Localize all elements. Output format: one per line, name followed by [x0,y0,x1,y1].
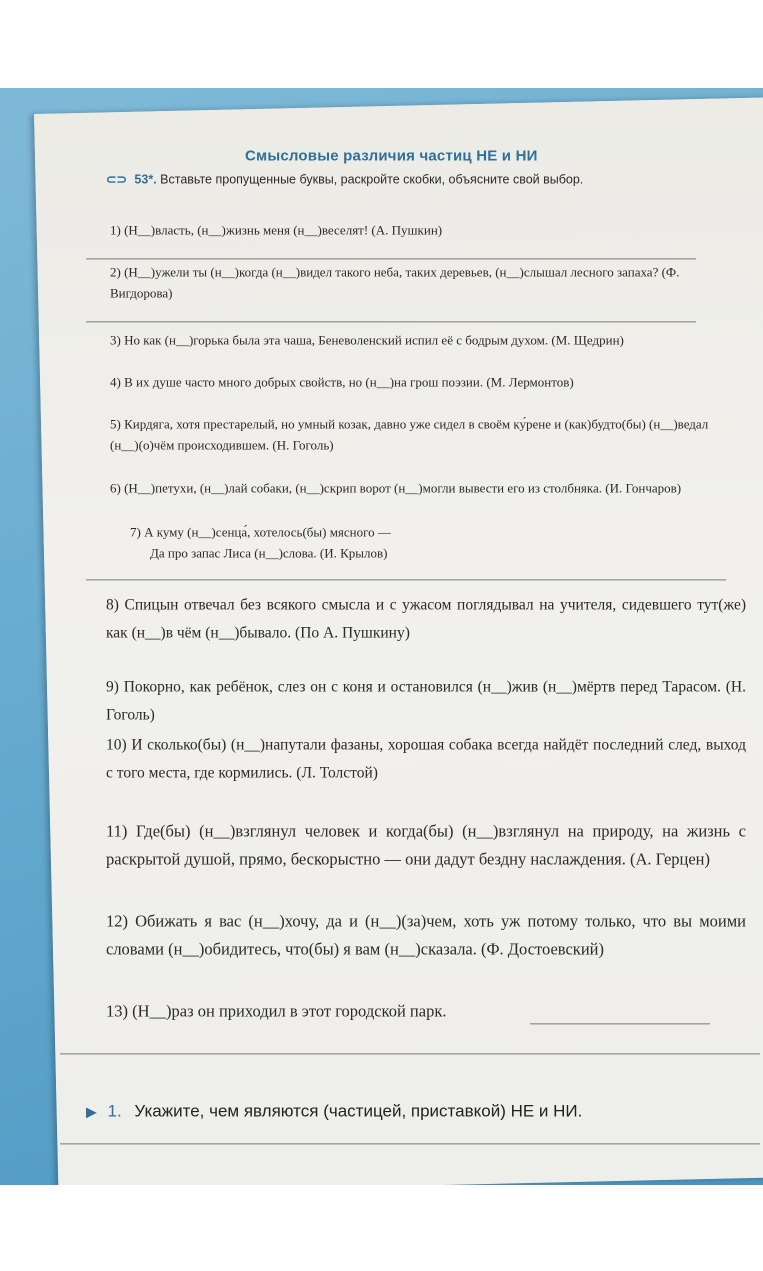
answer-line[interactable] [60,1143,760,1144]
task-mark-icon: ⊂⊃ [105,172,127,187]
task-instruction [106,171,716,188]
exercise-6: 6) (Н__)петухи, (н__)лай собаки, (н__)скрип ворот (н__)могли вывести его из столбняка. (И. Гончаров) [109,480,682,496]
answer-line[interactable] [86,579,726,580]
answer-line[interactable] [86,321,696,322]
question-text: Укажите, чем являются (частицей, приставкой) НЕ и НИ. [134,1101,583,1121]
exercise-1: 1) (Н__)власть, (н__)жизнь меня (н__)веселят! (А. Пушкин) [109,222,443,238]
exercise-9: 9) Покорно, как ребёнок, слез он с коня и остановился (н__)жив (н__)мёртв перед Тарасом. (Н. Гоголь) [105,678,746,724]
photo-frame [0,88,763,1185]
exercise-13: 13) (Н__)раз он приходил в этот городской парк. [105,1001,447,1021]
exercise-5: 5) Кирдяга, хотя престарелый, но умный козак, давно уже сидел в своём ку́рене и (как)будто(бы) (н__)ведал (н__)(о)чём происходившем. (Н. Гоголь) [109,416,709,453]
exercise-2: 2) (Н__)ужели ты (н__)когда (н__)видел такого неба, таких деревьев, (н__)слышал лесного запаха? (Ф. Вигдорова) [109,264,680,301]
exercise-10: 10) И сколько(бы) (н__)напутали фазаны, хорошая собака всегда найдёт последний след, выход с того места, где кормились. (Л. Толстой) [105,736,746,782]
exercise-11: 11) Где(бы) (н__)взглянул человек и когда(бы) (н__)взглянул на природу, на жизнь с раскрытой душой, прямо, бескорыстно — они дадут бездну наслаждения. (А. Герцен) [105,821,746,869]
exercise-8: 8) Спицын отвечал без всякого смысла и с ужасом поглядывал на учителя, сидевшего тут(же) как (н__)в чём (н__)бывало. (По А. Пушкину) [105,596,746,642]
workbook-page [34,97,763,1185]
exercise-12: 12) Обижать я вас (н__)хочу, да и (н__)(за)чем, хоть уж потому только, что вы моими словами (н__)обидитесь, что(бы) я вам (н__)сказала. (Ф. Достоевский) [105,911,746,959]
page-title: Смысловые различия частиц НЕ и НИ [244,147,538,165]
exercise-4: 4) В их душе часто много добрых свойств, но (н__)на грош поэзии. (М. Лермонтов) [109,374,574,390]
question-number: 1. [107,1101,122,1121]
exercise-7-line-1: 7) А куму (н__)сенца́, хотелось(бы) мясного — [129,524,391,540]
exercise-7-line-2: Да про запас Лиса (н__)слова. (И. Крылов) [149,545,388,561]
answer-line[interactable] [86,258,696,259]
exercise-3: 3) Но как (н__)горька была эта чаша, Беневоленский испил её с бодрым духом. (М. Щедрин) [109,332,624,348]
review-question [86,1101,746,1121]
answer-line[interactable] [60,1053,760,1054]
task-number: 53*. [134,172,157,187]
triangle-arrow-icon: ▶ [85,1103,97,1120]
answer-line[interactable] [530,1023,710,1024]
task-text: Вставьте пропущенные буквы, раскройте скобки, объясните свой выбор. [160,172,584,187]
